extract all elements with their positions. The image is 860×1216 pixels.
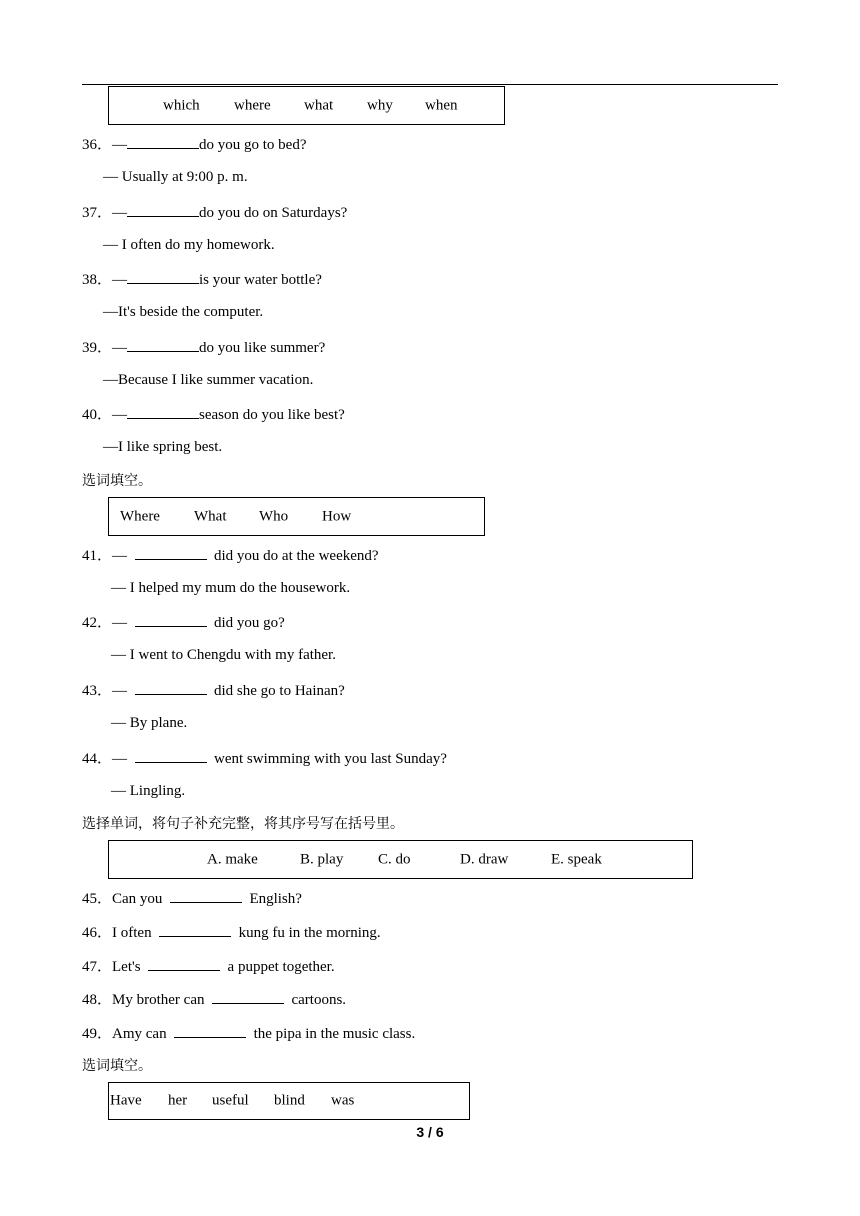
answer-blank[interactable] bbox=[135, 545, 207, 560]
answer-blank[interactable] bbox=[127, 404, 199, 419]
answer-blank[interactable] bbox=[127, 202, 199, 217]
section-title: 选择单词，将句子补充完整，将其序号写在括号里。 bbox=[82, 816, 404, 832]
answer-blank[interactable] bbox=[135, 680, 207, 695]
word-box-item: useful bbox=[212, 1092, 249, 1109]
answer-40: —I like spring best. bbox=[103, 439, 223, 455]
word-box-item: what bbox=[304, 97, 334, 113]
word-box-item: C. do bbox=[378, 851, 411, 867]
word-box-item: Where bbox=[120, 508, 160, 524]
word-box-item: Have bbox=[110, 1092, 142, 1109]
word-box-item: where bbox=[234, 97, 271, 113]
word-box-item: blind bbox=[274, 1092, 305, 1109]
answer-blank[interactable] bbox=[127, 337, 199, 352]
question-39: 39．— do you like summer? bbox=[82, 337, 325, 357]
question-42: 42．— did you go? bbox=[82, 612, 285, 632]
answer-blank[interactable] bbox=[159, 922, 231, 937]
word-box-4 bbox=[108, 1082, 470, 1120]
header-rule bbox=[82, 84, 778, 85]
answer-39: —Because I like summer vacation. bbox=[103, 372, 314, 388]
word-box-item: when bbox=[425, 97, 458, 113]
answer-blank[interactable] bbox=[135, 612, 207, 627]
answer-blank[interactable] bbox=[135, 748, 207, 763]
word-box-item: A. make bbox=[207, 851, 258, 867]
answer-37: — I often do my homework. bbox=[103, 237, 275, 253]
section-title: 选词填空。 bbox=[82, 473, 152, 489]
question-46: 46．I often kung fu in the morning. bbox=[82, 922, 381, 942]
word-box-item: which bbox=[163, 97, 200, 113]
answer-blank[interactable] bbox=[170, 888, 242, 903]
word-box-item: her bbox=[168, 1092, 188, 1109]
answer-43: — By plane. bbox=[111, 715, 188, 731]
answer-blank[interactable] bbox=[174, 1023, 246, 1038]
word-box-item: How bbox=[322, 508, 352, 524]
answer-44: — Lingling. bbox=[111, 783, 186, 799]
word-box-item: Who bbox=[259, 508, 289, 524]
word-box-3 bbox=[108, 840, 693, 879]
word-box-2 bbox=[108, 497, 485, 536]
answer-41: — I helped my mum do the housework. bbox=[111, 580, 351, 596]
answer-36: — Usually at 9:00 p. m. bbox=[103, 169, 248, 185]
answer-42: — I went to Chengdu with my father. bbox=[111, 647, 336, 663]
question-43: 43．— did she go to Hainan? bbox=[82, 680, 345, 700]
question-44: 44．— went swimming with you last Sunday? bbox=[82, 748, 447, 768]
question-49: 49．Amy can the pipa in the music class. bbox=[82, 1023, 415, 1043]
word-box-item: B. play bbox=[300, 851, 344, 867]
word-box-item: E. speak bbox=[551, 851, 602, 867]
question-38: 38．— is your water bottle? bbox=[82, 269, 322, 289]
answer-blank[interactable] bbox=[127, 269, 199, 284]
word-box-1 bbox=[108, 86, 505, 125]
question-47: 47．Let's a puppet together. bbox=[82, 956, 335, 976]
answer-blank[interactable] bbox=[212, 989, 284, 1004]
answer-38: —It's beside the computer. bbox=[103, 304, 264, 320]
question-45: 45．Can you English? bbox=[82, 888, 302, 908]
page-number: 3 / 6 bbox=[416, 1124, 444, 1140]
word-box-item: was bbox=[331, 1092, 355, 1109]
word-box-item: D. draw bbox=[460, 851, 509, 867]
question-41: 41．— did you do at the weekend? bbox=[82, 545, 379, 565]
question-37: 37．— do you do on Saturdays? bbox=[82, 202, 347, 222]
word-box-item: What bbox=[194, 508, 227, 524]
section-title: 选词填空。 bbox=[82, 1058, 152, 1074]
question-40: 40．— season do you like best? bbox=[82, 404, 345, 424]
answer-blank[interactable] bbox=[127, 134, 199, 149]
question-48: 48．My brother can cartoons. bbox=[82, 989, 346, 1009]
word-box-item: why bbox=[367, 97, 393, 113]
answer-blank[interactable] bbox=[148, 956, 220, 971]
question-36: 36．— do you go to bed? bbox=[82, 134, 307, 154]
